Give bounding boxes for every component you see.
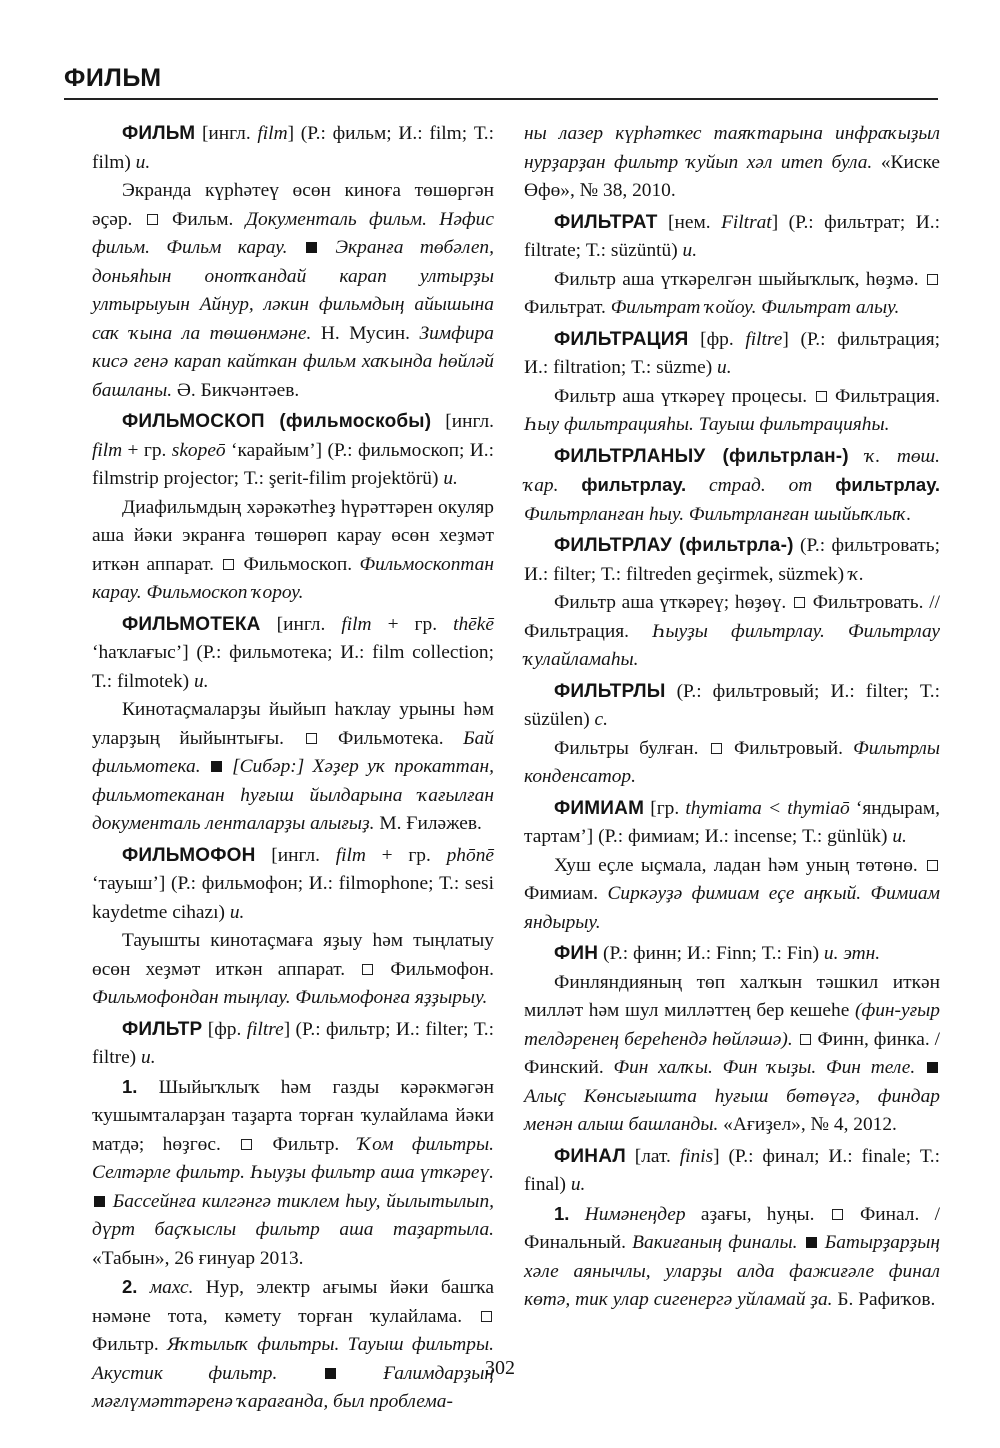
part-of-speech: с. (594, 709, 609, 730)
definition-text: Финляндияның төп халҡын тәшкил иткән милләт һәм шул милләттең бер кешеһе (524, 971, 940, 1021)
black-square-icon (306, 242, 317, 253)
etymology-source: filtre (745, 328, 783, 350)
entry-filmoteka (92, 611, 494, 839)
russian-equivalent: Фильмотека. (318, 727, 464, 749)
entry-film (92, 120, 494, 405)
etymology-source: phōnē (446, 844, 494, 866)
quote-author: М. Ғиләжев. (374, 813, 482, 834)
definition (524, 266, 940, 323)
sense-number: 1. (122, 1075, 138, 1097)
page-number: 302 (485, 1357, 515, 1379)
equivalents: (Р.: финн; И.: Finn; Т.: Fin) (598, 943, 824, 964)
sense-2 (92, 1273, 494, 1417)
sense-number: 1. (554, 1202, 570, 1224)
quotation: Бассейнға килгәнгә тиклем һыу, йылытылып, дүрт баҫҡыслы фильтр аша таҙартыла. (92, 1190, 494, 1240)
white-square-icon (816, 391, 827, 402)
part-of-speech: и. (717, 357, 732, 378)
sense-number: 2. (122, 1276, 138, 1297)
entry-filmoscope (92, 408, 494, 608)
entry-filtrat (524, 209, 940, 323)
russian-equivalent: Фильмоскоп. (236, 553, 360, 575)
quotation: Алыҫ Көнсығышта һуғыш бөтөүгә, финдар менән алыш башланды. (524, 1085, 940, 1135)
etymology-source: film (257, 123, 288, 144)
entry-filtrlau (524, 532, 940, 675)
definition-text: аҙағы, һуңы. (685, 1203, 815, 1225)
examples: Сиркәуҙә фимиам еҫе аңҡый. Фимиам яндырыу. (524, 883, 940, 933)
quote-source: «Табын», 26 ғинуар 2013. (92, 1247, 304, 1269)
quotation: Экранға төбәлеп, доньяһын онотҡандай карап ултырҙы ултырыуын Айнур, ләкин фильмдың айышына саҡ ҡына ла төшөнмәне. (92, 237, 494, 344)
entry-head (92, 120, 494, 177)
definition-text: Фильтр аша үткәреү; һөҙөү. (554, 592, 787, 613)
etymology-source: film (335, 844, 366, 866)
definition (524, 735, 940, 792)
equivalents: ] (Р.: фильтрат; И.: filtrate; Т.: süzüntü) (524, 211, 940, 261)
entry-filtraciya (524, 326, 940, 440)
equivalents: ] (Р.: фильтр; И.: filter; Т.: filtre) (92, 1018, 494, 1068)
left-column (92, 120, 494, 1420)
entry-fin (524, 940, 940, 1140)
etymology: [лат. (625, 1145, 680, 1167)
headword: ФИН (554, 943, 599, 964)
definition (92, 494, 494, 608)
russian-equivalent: Фимиам. (524, 883, 608, 904)
entry-final (524, 1143, 940, 1315)
examples: Яҡтылыҡ фильтры. Тауыш фильтры. Акустик фильтр. (92, 1334, 494, 1384)
quotation: Зимфира кисә генә карап кайткан фильм хаҡында һөйләй башланы. (92, 322, 494, 401)
quotation: Батырҙарҙың хәле аянычлы, уларҙы алда фажиғәле финал көтә, тик улар сигенергә уйламай ҙа. (524, 1232, 940, 1310)
headword: ФИЛЬТРЛАНЫУ (фильтрлан-) (554, 445, 849, 467)
part-of-speech: и. (682, 240, 698, 261)
white-square-icon (306, 733, 317, 744)
definition (92, 927, 494, 1013)
white-square-icon (241, 1139, 252, 1150)
entry-head (524, 209, 940, 266)
definition (92, 696, 494, 839)
white-square-icon (927, 274, 938, 285)
entry-head (524, 940, 940, 969)
definition-text: Фильтр аша үткәрелгән шыйыҡлыҡ, һөҙмә. (554, 268, 919, 290)
entry-head (92, 1016, 494, 1073)
etymology-plus: + гр. (365, 844, 447, 866)
quotation-continued (524, 120, 940, 206)
russian-equivalent: Фильм. (159, 208, 246, 230)
right-column (524, 120, 940, 1318)
etymology: [фр. (688, 328, 746, 350)
examples: Ҡом фильтры. Селтәрле фильтр. Һыуҙы фильтр аша үткәреү. (92, 1133, 494, 1183)
black-square-icon (211, 761, 222, 772)
headword: ФИЛЬМ (122, 123, 196, 144)
russian-equivalent: Фильмофон. (375, 958, 494, 980)
part-of-speech: и. (135, 151, 151, 173)
entry-head (524, 1143, 940, 1200)
etymology: [нем. (657, 211, 722, 233)
quote-author: Б. Рафиҡов. (832, 1289, 936, 1310)
entry-fimiam (524, 795, 940, 938)
equivalents: ] (Р.: финал; И.: finale; Т.: final) (524, 1145, 941, 1195)
etymology: [ингл. (255, 844, 336, 866)
definition (524, 852, 940, 938)
definition-text: Кинотаҫмаларҙы йыйып һаҡлау урыны һәм уларҙың йыйынтығы. (92, 699, 494, 749)
quote-author: Ә. Бикчәнтәев. (172, 379, 300, 401)
equivalents: ] (Р.: фильм; И.: film; Т.: film) (92, 123, 494, 173)
white-square-icon (927, 860, 938, 871)
equivalents: ‘карайым’] (Р.: фильмоскоп; И.: filmstrip projector; Т.: şerit-filim projektörü) (92, 439, 494, 489)
equivalents: ‘яндырам, тартам’] (Р.: фимиам; И.: incense; Т.: günlük) (524, 797, 940, 847)
entry-head (524, 532, 940, 589)
entry-head (524, 443, 940, 530)
etymology: [фр. (202, 1018, 247, 1040)
running-head: ФИЛЬМ (64, 64, 162, 92)
headword: ФИЛЬМОФОН (122, 844, 256, 866)
definition-text: Фильтры булған. (554, 737, 699, 759)
examples: Һыу фильтрацияһы. Тауыш фильтрацияһы. (524, 414, 890, 435)
definition-note: (фин-уғыр телдәренең береһендә һөйләшә). (524, 1000, 940, 1050)
white-square-icon (147, 214, 158, 225)
part-of-speech: и. (229, 901, 245, 923)
part-of-speech: и. (141, 1047, 156, 1068)
quote-source: «Киске Өфө», № 38, 2010. (524, 151, 940, 201)
russian-equivalent: Фильтровый. (723, 737, 854, 759)
examples: Документаль фильм. Нәфис фильм. Фильм карау. (92, 208, 494, 258)
part-of-speech: и. (443, 468, 458, 489)
white-square-icon (362, 964, 373, 975)
equivalents: (Р.: фильтровый; И.: filter; Т.: süzülen) (524, 680, 940, 730)
definition-text: Хуш еҫле ыҫмала, ладан һәм уның төтөнө. (554, 854, 918, 876)
header-rule (64, 98, 938, 100)
etymology-source: thymiama < thymiaō (685, 797, 850, 819)
part-of-speech: и. (194, 670, 209, 692)
examples: Вакиғаның финалы. (632, 1232, 798, 1253)
russian-equivalent: Фильтрат. (524, 297, 611, 318)
definition-text: Тауышты кинотаҫмаға яҙыу һәм тыңлатыу өсөн хеҙмәт иткән аппарат. (92, 930, 494, 980)
white-square-icon (794, 597, 805, 608)
white-square-icon (223, 559, 234, 570)
examples: Фильтрат ҡойоу. Фильтрат алыу. (610, 297, 900, 318)
examples: Һыуҙы фильтрлау. Фильтрлау ҡулайламаһы. (524, 620, 941, 670)
entry-head (524, 795, 940, 852)
entry-head (524, 326, 940, 383)
definition (524, 383, 940, 440)
headword: ФИЛЬТРАЦИЯ (554, 328, 689, 350)
russian-equivalent: Фильтр. (254, 1133, 358, 1155)
examples: Бай фильмотека. (92, 727, 494, 777)
sense-1 (524, 1200, 940, 1315)
definition (524, 969, 940, 1140)
entry-filtrly (524, 678, 940, 792)
equivalents: ‘һаҡлағыс’] (Р.: фильмотека; И.: film collection; Т.: filmotek) (92, 642, 494, 692)
russian-equivalent: Фильтрация. (828, 385, 941, 407)
etymology-source: Filtrat (721, 211, 772, 233)
headword: ФИЛЬТР (122, 1018, 203, 1040)
headword: ФИЛЬТРЛЫ (554, 680, 666, 702)
black-square-icon (94, 1196, 105, 1207)
headword: ФИНАЛ (554, 1145, 626, 1167)
part-of-speech: и. этн. (823, 943, 881, 964)
quote-author: Н. Мусин. (311, 322, 420, 344)
russian-equivalent: Фильтр. (92, 1334, 168, 1355)
definition-text: Диафильмдың хәрәкәтһеҙ һүрәттәрен окуляр аша йәки экранға төшөрөп карау өсөн хеҙмәт иткән аппарат. (92, 496, 494, 575)
white-square-icon (481, 1311, 492, 1322)
cross-reference: фильтрлау. (581, 474, 687, 495)
white-square-icon (711, 743, 722, 754)
definition-text: Экранда күрһәтеү өсөн киноға төшөргән әҫәр. (92, 180, 494, 230)
etymology-plus: + гр. (122, 439, 172, 461)
etymology-source: finis (679, 1145, 714, 1167)
headword: ФИМИАМ (554, 797, 645, 819)
part-of-speech: и. (892, 826, 907, 847)
quote-source: «Ағиҙел», № 4, 2012. (718, 1114, 897, 1135)
entry-head (524, 678, 940, 735)
entry-filmofon (92, 842, 494, 1013)
cross-reference: фильтрлау. (835, 474, 941, 495)
examples: Фильмофондан тыңлау. Фильмофонға яҙҙырыу. (92, 987, 488, 1008)
black-square-icon (806, 1237, 817, 1248)
definition-text: Шыйыҡлыҡ һәм газды кәрәкмәгән ҡушымталарҙан таҙарта торған ҡулайлама йәки матдә; һөҙгөс. (92, 1076, 494, 1155)
entry-continuation (524, 120, 940, 206)
entry-head (92, 611, 494, 697)
sense-1 (92, 1073, 494, 1274)
quotation: ны лазер күрһәткес таяҡтарына инфраҡыҙыл нурҙарҙан фильтр ҡуйып хәл итеп була. (524, 123, 940, 173)
equivalents: (Р.: фильтровать; И.: filter; Т.: filtreden geçirmek, süzmek) (524, 535, 941, 585)
definition-text: Нур, электр ағымы йәки башҡа нәмәне тота, кәмету торған ҡулайлама. (92, 1277, 494, 1327)
examples: Фильтрлы конденсатор. (524, 737, 940, 787)
headword: ФИЛЬТРАТ (554, 211, 658, 233)
etymology-source: thēkē (453, 613, 494, 635)
entry-head (92, 408, 494, 494)
white-square-icon (800, 1034, 811, 1045)
equivalents: ‘тауыш’] (Р.: фильмофон; И.: filmophone; Т.: sesi kaydetme cihazı) (92, 873, 494, 923)
headword: ФИЛЬМОТЕКА (122, 613, 261, 635)
etymology: [гр. (644, 797, 686, 819)
etymology-source: filtre (246, 1018, 284, 1040)
definition-text: Фильтр аша үткәреү процесы. (554, 385, 808, 407)
part-of-speech: и. (570, 1174, 586, 1195)
grammar-label: ҡ. төш. ҡар. (524, 445, 940, 496)
russian-equivalent: Финал. / Финальный. (524, 1203, 940, 1253)
examples: Фильмоскоптан карау. Фильмоскоп ҡороу. (92, 553, 494, 603)
grammar-label: страд. от (686, 475, 836, 496)
definition-text: Нимәнеңдер (569, 1203, 686, 1225)
headword: ФИЛЬМОСКОП (фильмоскобы) (122, 411, 432, 432)
etymology-source: skopeō (171, 439, 226, 461)
headword: ФИЛЬТРЛАУ (фильтрла-) (554, 535, 794, 556)
etymology: [ингл. (260, 613, 342, 635)
part-of-speech: ҡ. (848, 563, 864, 585)
russian-equivalent: Фильтровать. // Фильтрация. (524, 592, 940, 642)
quotation: [Сибәр:] Хәҙер уҡ прокаттан, фильмотеканан һуғыш йылдарына ҡағылған документаль ленталарҙы алығыҙ. (92, 756, 494, 834)
examples: Фильтрланған һыу. Фильтрланған шыйыҡлыҡ. (524, 503, 912, 525)
definition (92, 177, 494, 405)
etymology: [ингл. (431, 411, 494, 432)
quotation: Ғалимдарҙың мәғлүмәттәренә ҡарағанда, был проблема- (92, 1362, 494, 1412)
black-square-icon (927, 1062, 938, 1073)
usage-label: махс. (137, 1277, 194, 1298)
etymology-source: film (92, 439, 123, 461)
entry-filtrlanyu (524, 443, 940, 530)
entry-head (92, 842, 494, 928)
examples: Фин халҡы. Фин ҡыҙы. Фин теле. (613, 1057, 916, 1078)
etymology: [ингл. (195, 123, 258, 144)
equivalents: ] (Р.: фильтрация; И.: filtration; Т.: süzme) (524, 328, 940, 378)
definition (524, 589, 940, 675)
russian-equivalent: Финн, финка. / Финский. (524, 1028, 940, 1078)
etymology-plus: + гр. (371, 613, 454, 635)
white-square-icon (832, 1209, 843, 1220)
etymology-source: film (341, 613, 372, 635)
